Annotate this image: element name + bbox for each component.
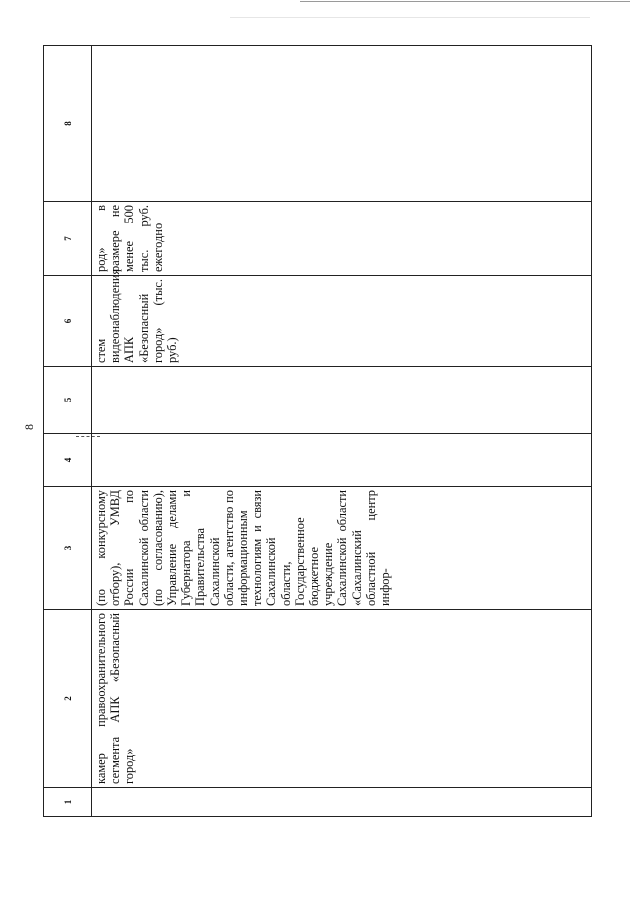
header-col-4: 4	[44, 434, 92, 487]
cell-col-5	[92, 367, 592, 434]
cell-col-7: род» в размере не менее 500 тыс. руб. ежегодно	[92, 202, 592, 276]
rotated-table-container	[43, 46, 592, 817]
header-col-3: 3	[44, 487, 92, 610]
page-number: 8	[22, 424, 36, 430]
scan-edge-line	[300, 1, 630, 2]
header-col-2: 2	[44, 610, 92, 788]
program-table	[43, 45, 592, 817]
scan-edge-line-faint	[230, 17, 590, 18]
table-row	[92, 46, 592, 817]
header-row	[44, 46, 92, 817]
header-col-5: 5	[44, 367, 92, 434]
cell-col-8	[92, 46, 592, 202]
header-col-6: 6	[44, 276, 92, 367]
cell-col-6: стем видеонаблюдения АПК «Безопасный город» (тыс. руб.)	[92, 276, 592, 367]
cell-col-3: (по конкурсному отбору), УМВД России по Сахалинской области (по согласованию), Управление делами Губернатора и Правительства Сахалинской области, агентство по информационным технологиям и связи Сахалинской области, Государственное бюджетное учреждение Сахалинской области «Сахалинский областной центр инфор-	[92, 487, 592, 610]
header-col-8: 8	[44, 46, 92, 202]
cell-col-4	[92, 434, 592, 487]
cell-col-2: камер правоохранительного сегмента АПК «Безопасный город»	[92, 610, 592, 788]
header-col-1: 1	[44, 788, 92, 817]
header-col-7: 7	[44, 202, 92, 276]
cell-col-1	[92, 788, 592, 817]
